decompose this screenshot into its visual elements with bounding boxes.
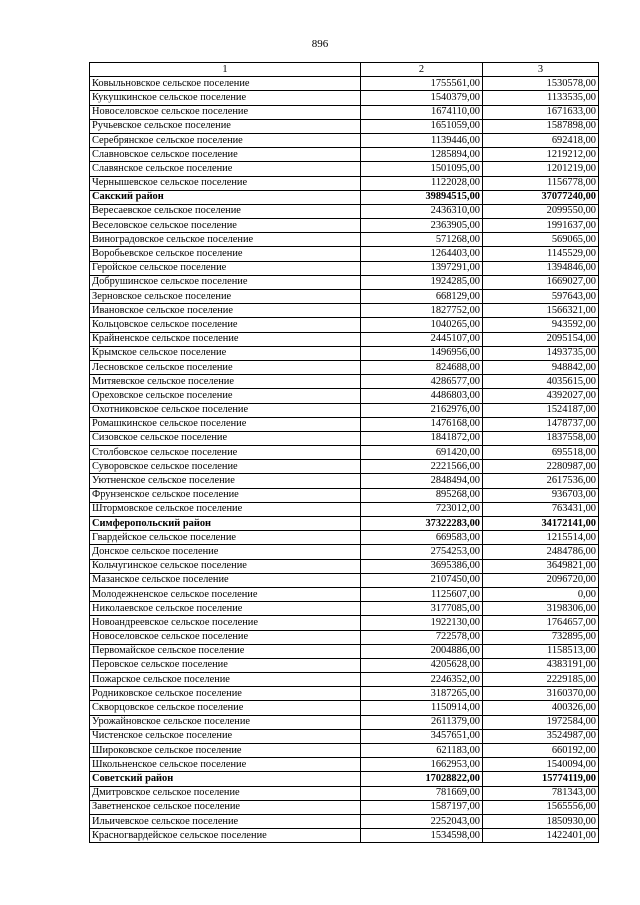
value-col2-cell: 1827752,00 [361,304,483,318]
value-col3-cell: 0,00 [483,587,599,601]
value-col2-cell: 571268,00 [361,233,483,247]
value-col2-cell: 1540379,00 [361,91,483,105]
table-row [90,687,599,701]
value-col2-cell: 1150914,00 [361,701,483,715]
value-col3-cell: 1158513,00 [483,644,599,658]
settlement-name-cell: Веселовское сельское поселение [90,219,361,233]
table-row [90,488,599,502]
value-col3-cell: 1133535,00 [483,91,599,105]
value-col3-cell: 2099550,00 [483,204,599,218]
settlement-name-cell: Ковыльновское сельское поселение [90,77,361,91]
table-row [90,431,599,445]
value-col2-cell: 781669,00 [361,786,483,800]
table-row [90,148,599,162]
value-col3-cell: 695518,00 [483,446,599,460]
table-row [90,587,599,601]
settlement-name-cell: Ромашкинское сельское поселение [90,417,361,431]
settlement-name-cell: Славновское сельское поселение [90,148,361,162]
table-row [90,346,599,360]
column-header-2: 2 [361,63,483,77]
settlement-name-cell: Кольчугинское сельское поселение [90,559,361,573]
settlement-name-cell: Школьненское сельское поселение [90,758,361,772]
value-col2-cell: 2754253,00 [361,545,483,559]
value-col2-cell: 1122028,00 [361,176,483,190]
settlement-name-cell: Охотниковское сельское поселение [90,403,361,417]
value-col2-cell: 1922130,00 [361,616,483,630]
value-col2-cell: 4286577,00 [361,375,483,389]
value-col2-cell: 39894515,00 [361,190,483,204]
settlement-name-cell: Уютненское сельское поселение [90,474,361,488]
value-col3-cell: 1478737,00 [483,417,599,431]
settlement-name-cell: Фрунзенское сельское поселение [90,488,361,502]
table-row [90,744,599,758]
table-row [90,658,599,672]
value-col2-cell: 669583,00 [361,531,483,545]
settlement-name-cell: Штормовское сельское поселение [90,502,361,516]
settlement-name-cell: Мазанское сельское поселение [90,573,361,587]
table-row [90,474,599,488]
value-col3-cell: 597643,00 [483,290,599,304]
value-col3-cell: 763431,00 [483,502,599,516]
table-row [90,446,599,460]
value-col2-cell: 2611379,00 [361,715,483,729]
value-col3-cell: 1493735,00 [483,346,599,360]
value-col2-cell: 1587197,00 [361,800,483,814]
settlement-name-cell: Геройское сельское поселение [90,261,361,275]
table-row [90,531,599,545]
value-col3-cell: 1201219,00 [483,162,599,176]
table-row [90,133,599,147]
settlement-name-cell: Зерновское сельское поселение [90,290,361,304]
value-col3-cell: 15774119,00 [483,772,599,786]
settlement-name-cell: Ручьевское сельское поселение [90,119,361,133]
value-col2-cell: 2246352,00 [361,673,483,687]
value-col2-cell: 2252043,00 [361,814,483,828]
value-col2-cell: 1285894,00 [361,148,483,162]
settlement-name-cell: Широковское сельское поселение [90,744,361,758]
table-row [90,389,599,403]
settlement-name-cell: Красногвардейское сельское поселение [90,829,361,843]
settlement-name-cell: Советский район [90,772,361,786]
settlement-name-cell: Крымское сельское поселение [90,346,361,360]
settlement-name-cell: Славянское сельское поселение [90,162,361,176]
settlement-name-cell: Родниковское сельское поселение [90,687,361,701]
value-col3-cell: 4392027,00 [483,389,599,403]
table-row [90,729,599,743]
settlement-name-cell: Донское сельское поселение [90,545,361,559]
table-row [90,77,599,91]
value-col3-cell: 2096720,00 [483,573,599,587]
settlement-name-cell: Лесновское сельское поселение [90,360,361,374]
value-col2-cell: 1040265,00 [361,318,483,332]
table-row [90,814,599,828]
value-col3-cell: 2280987,00 [483,460,599,474]
value-col3-cell: 2229185,00 [483,673,599,687]
value-col3-cell: 1764657,00 [483,616,599,630]
table-header-row [90,63,599,77]
table-row [90,105,599,119]
value-col3-cell: 1215514,00 [483,531,599,545]
value-col2-cell: 2436310,00 [361,204,483,218]
settlement-name-cell: Суворовское сельское поселение [90,460,361,474]
value-col2-cell: 1651059,00 [361,119,483,133]
value-col2-cell: 2221566,00 [361,460,483,474]
settlement-name-cell: Первомайское сельское поселение [90,644,361,658]
value-col3-cell: 1566321,00 [483,304,599,318]
value-col3-cell: 660192,00 [483,744,599,758]
settlement-name-cell: Сизовское сельское поселение [90,431,361,445]
value-col3-cell: 692418,00 [483,133,599,147]
value-col3-cell: 1540094,00 [483,758,599,772]
value-col3-cell: 1145529,00 [483,247,599,261]
value-col2-cell: 723012,00 [361,502,483,516]
value-col2-cell: 1924285,00 [361,275,483,289]
value-col3-cell: 1587898,00 [483,119,599,133]
district-total-row [90,190,599,204]
settlement-name-cell: Молодежненское сельское поселение [90,587,361,601]
value-col3-cell: 3198306,00 [483,602,599,616]
settlement-name-cell: Симферопольский район [90,517,361,531]
table-row [90,375,599,389]
value-col3-cell: 1669027,00 [483,275,599,289]
settlement-name-cell: Столбовское сельское поселение [90,446,361,460]
table-row [90,630,599,644]
value-col2-cell: 824688,00 [361,360,483,374]
settlement-name-cell: Ореховское сельское поселение [90,389,361,403]
settlement-name-cell: Новоселовское сельское поселение [90,105,361,119]
value-col2-cell: 1501095,00 [361,162,483,176]
value-col2-cell: 2445107,00 [361,332,483,346]
settlement-name-cell: Перовское сельское поселение [90,658,361,672]
value-col2-cell: 1534598,00 [361,829,483,843]
value-col3-cell: 732895,00 [483,630,599,644]
budget-table [89,62,599,843]
settlement-name-cell: Чернышевское сельское поселение [90,176,361,190]
settlement-name-cell: Кольцовское сельское поселение [90,318,361,332]
value-col3-cell: 1837558,00 [483,431,599,445]
settlement-name-cell: Воробьевское сельское поселение [90,247,361,261]
value-col3-cell: 1524187,00 [483,403,599,417]
settlement-name-cell: Новоандреевское сельское поселение [90,616,361,630]
value-col2-cell: 722578,00 [361,630,483,644]
table-row [90,219,599,233]
table-row [90,332,599,346]
value-col2-cell: 4486803,00 [361,389,483,403]
value-col2-cell: 2162976,00 [361,403,483,417]
value-col3-cell: 936703,00 [483,488,599,502]
value-col2-cell: 1755561,00 [361,77,483,91]
settlement-name-cell: Новоселовское сельское поселение [90,630,361,644]
value-col2-cell: 1674110,00 [361,105,483,119]
settlement-name-cell: Серебрянское сельское поселение [90,133,361,147]
value-col3-cell: 1156778,00 [483,176,599,190]
value-col3-cell: 1219212,00 [483,148,599,162]
value-col3-cell: 1422401,00 [483,829,599,843]
settlement-name-cell: Добрушинское сельское поселение [90,275,361,289]
value-col3-cell: 2617536,00 [483,474,599,488]
value-col3-cell: 1991637,00 [483,219,599,233]
table-row [90,318,599,332]
value-col2-cell: 17028822,00 [361,772,483,786]
value-col2-cell: 1841872,00 [361,431,483,445]
settlement-name-cell: Гвардейское сельское поселение [90,531,361,545]
value-col2-cell: 1397291,00 [361,261,483,275]
district-total-row [90,517,599,531]
settlement-name-cell: Заветненское сельское поселение [90,800,361,814]
value-col3-cell: 569065,00 [483,233,599,247]
settlement-name-cell: Сакский район [90,190,361,204]
table-row [90,701,599,715]
value-col2-cell: 2004886,00 [361,644,483,658]
value-col2-cell: 1496956,00 [361,346,483,360]
table-row [90,786,599,800]
settlement-name-cell: Дмитровское сельское поселение [90,786,361,800]
value-col3-cell: 1530578,00 [483,77,599,91]
value-col2-cell: 2107450,00 [361,573,483,587]
table-row [90,176,599,190]
value-col2-cell: 4205628,00 [361,658,483,672]
value-col2-cell: 668129,00 [361,290,483,304]
value-col3-cell: 3160370,00 [483,687,599,701]
value-col3-cell: 4035615,00 [483,375,599,389]
value-col2-cell: 895268,00 [361,488,483,502]
value-col2-cell: 1264403,00 [361,247,483,261]
value-col2-cell: 621183,00 [361,744,483,758]
settlement-name-cell: Пожарское сельское поселение [90,673,361,687]
value-col2-cell: 3695386,00 [361,559,483,573]
table-row [90,403,599,417]
table-row [90,545,599,559]
table-row [90,573,599,587]
table-row [90,758,599,772]
value-col3-cell: 3524987,00 [483,729,599,743]
value-col2-cell: 1662953,00 [361,758,483,772]
table-row [90,800,599,814]
value-col2-cell: 2363905,00 [361,219,483,233]
value-col3-cell: 943592,00 [483,318,599,332]
table-row [90,233,599,247]
table-row [90,119,599,133]
table-row [90,417,599,431]
value-col2-cell: 3187265,00 [361,687,483,701]
settlement-name-cell: Виноградовское сельское поселение [90,233,361,247]
settlement-name-cell: Чистенское сельское поселение [90,729,361,743]
value-col2-cell: 1125607,00 [361,587,483,601]
table-row [90,616,599,630]
settlement-name-cell: Николаевское сельское поселение [90,602,361,616]
settlement-name-cell: Урожайновское сельское поселение [90,715,361,729]
value-col3-cell: 948842,00 [483,360,599,374]
value-col2-cell: 691420,00 [361,446,483,460]
settlement-name-cell: Крайненское сельское поселение [90,332,361,346]
value-col3-cell: 1394846,00 [483,261,599,275]
column-header-1: 1 [90,63,361,77]
district-total-row [90,772,599,786]
table-row [90,460,599,474]
table-row [90,275,599,289]
table-row [90,261,599,275]
settlement-name-cell: Митяевское сельское поселение [90,375,361,389]
value-col2-cell: 1139446,00 [361,133,483,147]
table-row [90,204,599,218]
settlement-name-cell: Вересаевское сельское поселение [90,204,361,218]
table-row [90,602,599,616]
settlement-name-cell: Скворцовское сельское поселение [90,701,361,715]
table-row [90,715,599,729]
table-row [90,162,599,176]
value-col3-cell: 2095154,00 [483,332,599,346]
value-col2-cell: 3457651,00 [361,729,483,743]
table-row [90,304,599,318]
settlement-name-cell: Ивановское сельское поселение [90,304,361,318]
value-col3-cell: 3649821,00 [483,559,599,573]
value-col3-cell: 781343,00 [483,786,599,800]
value-col3-cell: 1565556,00 [483,800,599,814]
value-col3-cell: 37077240,00 [483,190,599,204]
table-row [90,290,599,304]
page-number: 896 [311,38,329,50]
table-body [90,77,599,843]
value-col3-cell: 1671633,00 [483,105,599,119]
value-col2-cell: 37322283,00 [361,517,483,531]
table-row [90,247,599,261]
table-row [90,673,599,687]
table-row [90,360,599,374]
value-col3-cell: 1972584,00 [483,715,599,729]
table-row [90,502,599,516]
table-row [90,829,599,843]
value-col3-cell: 2484786,00 [483,545,599,559]
table-row [90,559,599,573]
value-col2-cell: 1476168,00 [361,417,483,431]
settlement-name-cell: Кукушкинское сельское поселение [90,91,361,105]
table-row [90,644,599,658]
value-col3-cell: 4383191,00 [483,658,599,672]
table-row [90,91,599,105]
column-header-3: 3 [483,63,599,77]
value-col2-cell: 2848494,00 [361,474,483,488]
value-col3-cell: 400326,00 [483,701,599,715]
value-col3-cell: 34172141,00 [483,517,599,531]
settlement-name-cell: Ильичевское сельское поселение [90,814,361,828]
value-col2-cell: 3177085,00 [361,602,483,616]
value-col3-cell: 1850930,00 [483,814,599,828]
